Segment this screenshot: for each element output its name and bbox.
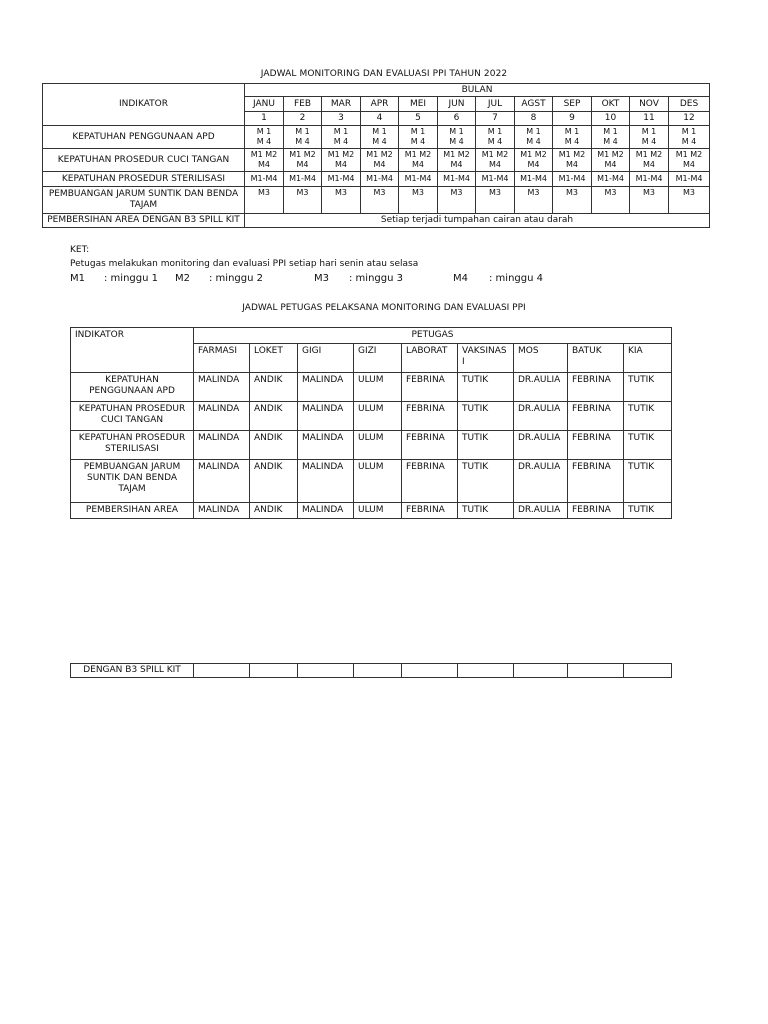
staff-schedule-title: JADWAL PETUGAS PELAKSANA MONITORING DAN EVALUASI PPI	[242, 303, 526, 313]
staff-name-cell: TUTIK	[624, 460, 672, 503]
schedule-cell	[284, 126, 322, 149]
staff-name-cell: FEBRINA	[568, 373, 624, 402]
month-number: 9	[553, 112, 592, 126]
schedule-week-line2: M4	[258, 160, 270, 169]
schedule-cell	[592, 126, 630, 149]
table-row	[71, 503, 672, 519]
indicator-label: KEPATUHAN PROSEDUR CUCI TANGAN	[71, 402, 194, 431]
schedule-week-line2: M 4	[372, 137, 387, 146]
table-row	[43, 172, 710, 187]
month-header: AGST	[515, 97, 553, 112]
month-number: 3	[322, 112, 361, 126]
indicator-label: PEMBERSIHAN AREA	[71, 503, 194, 519]
schedule-week-line2: M4	[412, 160, 424, 169]
legend-desc-m4: : minggu 4	[489, 273, 543, 284]
schedule-week-line2: M4	[683, 160, 695, 169]
schedule-cell	[476, 149, 515, 172]
schedule-week-line1: M1 M2	[404, 150, 432, 159]
month-number: 11	[630, 112, 669, 126]
staff-name-cell: TUTIK	[458, 373, 514, 402]
month-number: 12	[669, 112, 710, 126]
schedule-cell	[322, 126, 361, 149]
schedule-week-line1: M 1	[333, 127, 349, 136]
schedule-week-line1: M 1	[681, 127, 697, 136]
month-number: 8	[515, 112, 553, 126]
staff-name-cell: TUTIK	[624, 503, 672, 519]
schedule-week-line1: M1 M2	[443, 150, 470, 159]
month-number: 2	[284, 112, 322, 126]
schedule-cell: M3	[322, 187, 361, 214]
month-number: 1	[245, 112, 284, 126]
schedule-week-line2: M 4	[410, 137, 426, 146]
staff-name-cell: ANDIK	[250, 431, 298, 460]
petugas-header: PETUGAS	[194, 328, 672, 344]
unit-header: BATUK	[568, 344, 624, 373]
month-header: JUN	[438, 97, 476, 112]
staff-name-cell: FEBRINA	[568, 402, 624, 431]
empty-cell	[624, 664, 672, 678]
schedule-week-line2: M4	[643, 160, 655, 169]
schedule-cell: M3	[284, 187, 322, 214]
staff-name-cell: ANDIK	[250, 402, 298, 431]
empty-cell	[298, 664, 354, 678]
schedule-week-line2: M4	[335, 160, 347, 169]
staff-name-cell: ULUM	[354, 402, 402, 431]
staff-name-cell: TUTIK	[624, 431, 672, 460]
schedule-cell: M1-M4	[438, 172, 476, 187]
schedule-cell: M3	[515, 187, 553, 214]
month-header: SEP	[553, 97, 592, 112]
schedule-cell	[438, 126, 476, 149]
month-header: MEI	[399, 97, 438, 112]
staff-name-cell: ANDIK	[250, 503, 298, 519]
staff-name-cell: TUTIK	[458, 402, 514, 431]
unit-header: MOS	[514, 344, 568, 373]
staff-name-cell: MALINDA	[298, 373, 354, 402]
staff-name-cell: MALINDA	[298, 460, 354, 503]
table-row	[71, 460, 672, 503]
notes-text: Petugas melakukan monitoring dan evaluasi PPI setiap hari senin atau selasa	[70, 259, 419, 269]
schedule-week-line2: M4	[296, 160, 309, 169]
staff-name-cell: MALINDA	[194, 503, 250, 519]
schedule-cell	[284, 149, 322, 172]
staff-name-cell: TUTIK	[458, 431, 514, 460]
schedule-week-line2: M 4	[449, 137, 464, 146]
empty-cell	[354, 664, 402, 678]
empty-cell	[458, 664, 514, 678]
staff-name-cell: ANDIK	[250, 373, 298, 402]
staff-name-cell: FEBRINA	[402, 460, 458, 503]
table-row	[43, 214, 710, 228]
staff-name-cell: MALINDA	[298, 503, 354, 519]
indicator-label: KEPATUHAN PENGGUNAAN APD	[43, 126, 245, 149]
schedule-week-line2: M4	[489, 160, 501, 169]
schedule-week-line1: M1 M2	[366, 150, 393, 159]
staff-name-cell: MALINDA	[194, 431, 250, 460]
schedule-cell: M3	[399, 187, 438, 214]
schedule-cell	[438, 149, 476, 172]
month-header: JUL	[476, 97, 515, 112]
schedule-cell: M3	[669, 187, 710, 214]
schedule-week-line2: M 4	[256, 137, 272, 146]
unit-header: KIA	[624, 344, 672, 373]
staff-name-cell: ULUM	[354, 503, 402, 519]
schedule-cell	[669, 149, 710, 172]
legend-desc-m1: : minggu 1	[104, 273, 158, 284]
indicator-label: KEPATUHAN PROSEDUR CUCI TANGAN	[43, 149, 245, 172]
staff-name-cell: MALINDA	[298, 402, 354, 431]
schedule-week-line2: M4	[450, 160, 463, 169]
empty-cell	[568, 664, 624, 678]
month-number: 5	[399, 112, 438, 126]
schedule-cell: M3	[630, 187, 669, 214]
schedule-week-line1: M 1	[487, 127, 503, 136]
staff-name-cell: FEBRINA	[568, 431, 624, 460]
staff-name-cell: MALINDA	[194, 460, 250, 503]
month-number: 6	[438, 112, 476, 126]
schedule-week-line1: M1 M2	[635, 150, 663, 159]
staff-name-cell: FEBRINA	[568, 460, 624, 503]
schedule-cell	[361, 126, 399, 149]
schedule-cell: M1-M4	[476, 172, 515, 187]
table-row	[71, 664, 672, 678]
indicator-label: PEMBUANGAN JARUM SUNTIK DAN BENDA TAJAM	[71, 460, 194, 503]
schedule-cell	[669, 126, 710, 149]
schedule-cell	[553, 149, 592, 172]
schedule-week-line1: M 1	[603, 127, 618, 136]
month-number: 10	[592, 112, 630, 126]
staff-name-cell: FEBRINA	[568, 503, 624, 519]
stray-row-table	[70, 663, 672, 678]
staff-name-cell: ANDIK	[250, 460, 298, 503]
schedule-cell: M3	[361, 187, 399, 214]
schedule-cell	[515, 126, 553, 149]
schedule-cell	[630, 126, 669, 149]
unit-header: VAKSINAS I	[458, 344, 514, 373]
staff-name-cell: DR.AULIA	[514, 503, 568, 519]
schedule-cell: M1-M4	[553, 172, 592, 187]
month-header: NOV	[630, 97, 669, 112]
indicator-label: PEMBUANGAN JARUM SUNTIK DAN BENDA TAJAM	[43, 187, 245, 214]
staff-name-cell: DR.AULIA	[514, 431, 568, 460]
schedule-week-line2: M4	[566, 160, 578, 169]
schedule-week-line1: M1 M2	[597, 150, 624, 159]
schedule-cell	[361, 149, 399, 172]
schedule-week-line1: M1 M2	[250, 150, 278, 159]
staff-name-cell: ULUM	[354, 373, 402, 402]
schedule-cell: M1-M4	[669, 172, 710, 187]
schedule-cell: M3	[245, 187, 284, 214]
schedule-cell	[322, 149, 361, 172]
legend-desc-m3: : minggu 3	[349, 273, 403, 284]
indicator-label: KEPATUHAN PROSEDUR STERILISASI	[43, 172, 245, 187]
staff-name-cell: ULUM	[354, 431, 402, 460]
schedule-week-line1: M1 M2	[289, 150, 316, 159]
schedule-week-line1: M1 M2	[327, 150, 355, 159]
schedule-week-line1: M1 M2	[675, 150, 703, 159]
schedule-week-line2: M4	[604, 160, 617, 169]
indicator-label: KEPATUHAN PROSEDUR STERILISASI	[71, 431, 194, 460]
schedule-cell	[399, 149, 438, 172]
legend-desc-m2: : minggu 2	[209, 273, 263, 284]
bulan-header: BULAN	[245, 84, 710, 97]
schedule-week-line2: M4	[527, 160, 540, 169]
staff-name-cell: FEBRINA	[402, 431, 458, 460]
row-label: DENGAN B3 SPILL KIT	[71, 664, 194, 678]
schedule-cell: M3	[553, 187, 592, 214]
schedule-week-line1: M 1	[256, 127, 272, 136]
month-header: OKT	[592, 97, 630, 112]
schedule-cell: M3	[476, 187, 515, 214]
unit-header: GIGI	[298, 344, 354, 373]
schedule-week-line1: M1 M2	[520, 150, 547, 159]
schedule-week-line2: M 4	[295, 137, 310, 146]
schedule-week-line1: M 1	[372, 127, 387, 136]
schedule-cell: M1-M4	[399, 172, 438, 187]
unit-header: LOKET	[250, 344, 298, 373]
schedule-week-line1: M1 M2	[481, 150, 509, 159]
staff-name-cell: TUTIK	[458, 503, 514, 519]
schedule-cell	[245, 149, 284, 172]
staff-name-cell: MALINDA	[194, 402, 250, 431]
staff-name-cell: DR.AULIA	[514, 402, 568, 431]
staff-name-cell: MALINDA	[194, 373, 250, 402]
schedule-week-line1: M 1	[641, 127, 657, 136]
spill-kit-note: Setiap terjadi tumpahan cairan atau darah	[245, 214, 710, 228]
schedule-cell: M1-M4	[592, 172, 630, 187]
indikator-header: INDIKATOR	[71, 328, 194, 373]
schedule-week-line2: M 4	[564, 137, 580, 146]
indicator-label: KEPATUHAN PENGGUNAAN APD	[71, 373, 194, 402]
schedule-cell: M1-M4	[515, 172, 553, 187]
schedule-cell	[245, 126, 284, 149]
table-row	[71, 431, 672, 460]
schedule-cell	[553, 126, 592, 149]
notes-heading: KET:	[70, 245, 90, 255]
month-header: MAR	[322, 97, 361, 112]
staff-name-cell: TUTIK	[458, 460, 514, 503]
schedule-cell	[592, 149, 630, 172]
schedule-week-line1: M 1	[526, 127, 541, 136]
schedule-cell	[630, 149, 669, 172]
schedule-cell: M3	[438, 187, 476, 214]
empty-cell	[514, 664, 568, 678]
empty-cell	[194, 664, 250, 678]
schedule-week-line2: M 4	[487, 137, 503, 146]
month-header: APR	[361, 97, 399, 112]
schedule-cell: M3	[592, 187, 630, 214]
staff-name-cell: DR.AULIA	[514, 460, 568, 503]
legend-code-m2: M2	[175, 273, 190, 284]
table-row	[71, 402, 672, 431]
indikator-header: INDIKATOR	[43, 84, 245, 126]
month-header: FEB	[284, 97, 322, 112]
staff-name-cell: FEBRINA	[402, 373, 458, 402]
schedule-cell: M1-M4	[630, 172, 669, 187]
staff-name-cell: FEBRINA	[402, 503, 458, 519]
schedule-week-line2: M 4	[526, 137, 541, 146]
table-row	[43, 187, 710, 214]
schedule-cell: M1-M4	[361, 172, 399, 187]
indicator-label: PEMBERSIHAN AREA DENGAN B3 SPILL KIT	[43, 214, 245, 228]
unit-header: GIZI	[354, 344, 402, 373]
schedule-title: JADWAL MONITORING DAN EVALUASI PPI TAHUN 2022	[260, 69, 508, 79]
unit-header: LABORAT	[402, 344, 458, 373]
schedule-week-line1: M 1	[410, 127, 426, 136]
table-row	[71, 373, 672, 402]
schedule-cell	[476, 126, 515, 149]
schedule-cell	[515, 149, 553, 172]
staff-name-cell: TUTIK	[624, 373, 672, 402]
schedule-week-line1: M 1	[449, 127, 464, 136]
unit-header: FARMASI	[194, 344, 250, 373]
legend-code-m3: M3	[314, 273, 329, 284]
schedule-cell: M1-M4	[322, 172, 361, 187]
staff-name-cell: DR.AULIA	[514, 373, 568, 402]
month-header: DES	[669, 97, 710, 112]
staff-name-cell: MALINDA	[298, 431, 354, 460]
schedule-cell	[399, 126, 438, 149]
schedule-week-line1: M1 M2	[558, 150, 586, 159]
header-row	[71, 328, 672, 344]
legend-code-m1: M1	[70, 273, 85, 284]
schedule-week-line2: M 4	[603, 137, 618, 146]
month-header: JANU	[245, 97, 284, 112]
monitoring-schedule-table	[42, 83, 710, 228]
header-row	[43, 84, 710, 97]
schedule-week-line2: M 4	[641, 137, 657, 146]
staff-name-cell: ULUM	[354, 460, 402, 503]
staff-name-cell: TUTIK	[624, 402, 672, 431]
staff-schedule-table	[70, 327, 672, 519]
empty-cell	[250, 664, 298, 678]
staff-name-cell: FEBRINA	[402, 402, 458, 431]
schedule-cell: M1-M4	[245, 172, 284, 187]
month-number: 4	[361, 112, 399, 126]
schedule-week-line2: M 4	[681, 137, 697, 146]
table-row	[43, 126, 710, 149]
schedule-week-line1: M 1	[295, 127, 310, 136]
schedule-cell: M1-M4	[284, 172, 322, 187]
month-number: 7	[476, 112, 515, 126]
empty-cell	[402, 664, 458, 678]
schedule-week-line1: M 1	[564, 127, 580, 136]
table-row	[43, 149, 710, 172]
legend-code-m4: M4	[453, 273, 468, 284]
schedule-week-line2: M 4	[333, 137, 349, 146]
schedule-week-line2: M4	[373, 160, 386, 169]
